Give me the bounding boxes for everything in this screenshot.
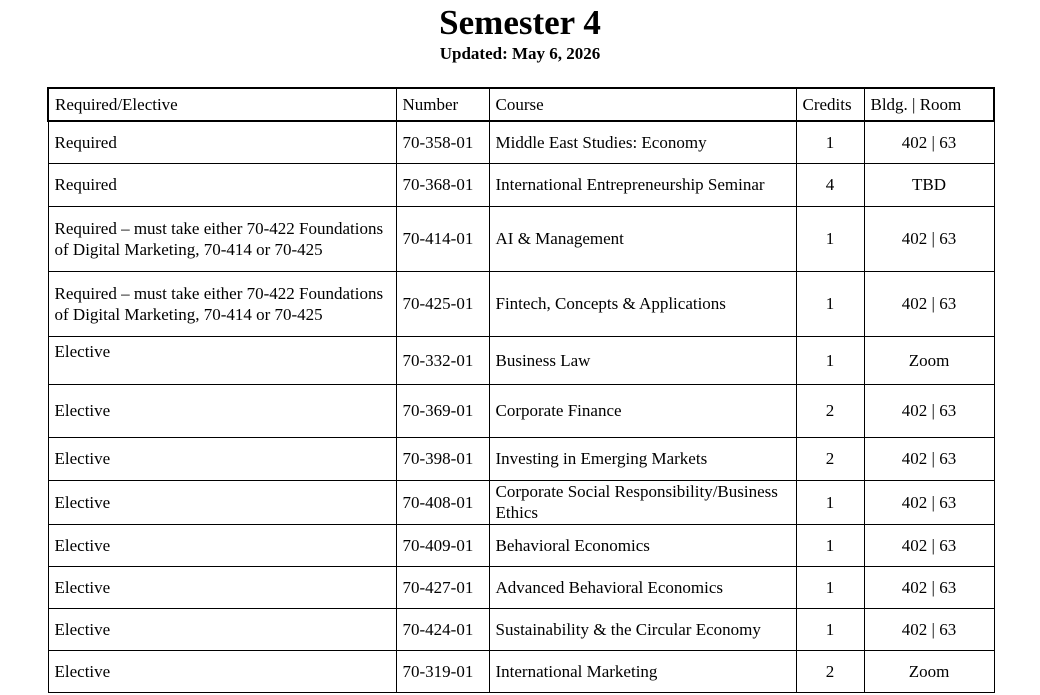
cell-course: Advanced Behavioral Economics xyxy=(489,566,796,608)
cell-course: Fintech, Concepts & Applications xyxy=(489,271,796,336)
cell-number: 70-424-01 xyxy=(396,608,489,650)
cell-credits: 4 xyxy=(796,163,864,206)
cell-location: 402 | 63 xyxy=(864,480,994,524)
cell-location: 402 | 63 xyxy=(864,384,994,437)
cell-location: Zoom xyxy=(864,650,994,692)
cell-number: 70-332-01 xyxy=(396,336,489,384)
cell-type: Elective xyxy=(48,437,396,480)
cell-type: Elective xyxy=(48,566,396,608)
cell-type: Required – must take either 70-422 Foundations of Digital Marketing, 70-414 or 70-425 xyxy=(48,206,396,271)
cell-course: Business Law xyxy=(489,336,796,384)
table-row xyxy=(48,608,994,650)
table-row xyxy=(48,336,994,384)
column-header-number: Number xyxy=(396,88,489,121)
table-row xyxy=(48,524,994,566)
cell-number: 70-398-01 xyxy=(396,437,489,480)
cell-number: 70-368-01 xyxy=(396,163,489,206)
cell-type: Elective xyxy=(48,336,396,384)
cell-location: 402 | 63 xyxy=(864,437,994,480)
cell-number: 70-427-01 xyxy=(396,566,489,608)
cell-credits: 1 xyxy=(796,480,864,524)
updated-date: Updated: May 6, 2026 xyxy=(439,44,601,63)
cell-number: 70-409-01 xyxy=(396,524,489,566)
column-header-location: Bldg. | Room xyxy=(864,88,994,121)
cell-location: 402 | 63 xyxy=(864,121,994,163)
cell-number: 70-319-01 xyxy=(396,650,489,692)
cell-credits: 2 xyxy=(796,650,864,692)
column-header-credits: Credits xyxy=(796,88,864,121)
table-row xyxy=(48,566,994,608)
cell-credits: 1 xyxy=(796,206,864,271)
cell-type: Elective xyxy=(48,384,396,437)
column-header-course: Course xyxy=(489,88,796,121)
cell-type: Required xyxy=(48,163,396,206)
course-table xyxy=(47,87,995,693)
table-row xyxy=(48,384,994,437)
cell-location: 402 | 63 xyxy=(864,271,994,336)
cell-credits: 1 xyxy=(796,566,864,608)
table-row xyxy=(48,121,994,163)
cell-credits: 2 xyxy=(796,437,864,480)
cell-credits: 1 xyxy=(796,271,864,336)
cell-location: 402 | 63 xyxy=(864,608,994,650)
cell-type: Elective xyxy=(48,608,396,650)
cell-location: 402 | 63 xyxy=(864,566,994,608)
table-row xyxy=(48,437,994,480)
cell-credits: 1 xyxy=(796,121,864,163)
cell-course: Investing in Emerging Markets xyxy=(489,437,796,480)
cell-course: AI & Management xyxy=(489,206,796,271)
cell-course: International Marketing xyxy=(489,650,796,692)
cell-credits: 1 xyxy=(796,336,864,384)
cell-course: Middle East Studies: Economy xyxy=(489,121,796,163)
cell-course: Corporate Social Responsibility/Business Ethics xyxy=(489,480,796,524)
table-row xyxy=(48,650,994,692)
table-header-row xyxy=(48,88,994,121)
cell-number: 70-408-01 xyxy=(396,480,489,524)
cell-type: Required – must take either 70-422 Foundations of Digital Marketing, 70-414 or 70-425 xyxy=(48,271,396,336)
cell-number: 70-414-01 xyxy=(396,206,489,271)
cell-location: Zoom xyxy=(864,336,994,384)
table-row xyxy=(48,206,994,271)
cell-location: 402 | 63 xyxy=(864,524,994,566)
cell-number: 70-425-01 xyxy=(396,271,489,336)
cell-location: TBD xyxy=(864,163,994,206)
cell-course: Behavioral Economics xyxy=(489,524,796,566)
page-title: Semester 4 xyxy=(439,3,601,42)
table-row xyxy=(48,271,994,336)
table-row xyxy=(48,480,994,524)
cell-credits: 1 xyxy=(796,608,864,650)
cell-type: Required xyxy=(48,121,396,163)
cell-course: Corporate Finance xyxy=(489,384,796,437)
cell-type: Elective xyxy=(48,524,396,566)
cell-number: 70-369-01 xyxy=(396,384,489,437)
cell-credits: 1 xyxy=(796,524,864,566)
cell-credits: 2 xyxy=(796,384,864,437)
column-header-type: Required/Elective xyxy=(48,88,396,121)
cell-type: Elective xyxy=(48,480,396,524)
cell-number: 70-358-01 xyxy=(396,121,489,163)
cell-location: 402 | 63 xyxy=(864,206,994,271)
table-row xyxy=(48,163,994,206)
cell-course: Sustainability & the Circular Economy xyxy=(489,608,796,650)
cell-course: International Entrepreneurship Seminar xyxy=(489,163,796,206)
cell-type: Elective xyxy=(48,650,396,692)
